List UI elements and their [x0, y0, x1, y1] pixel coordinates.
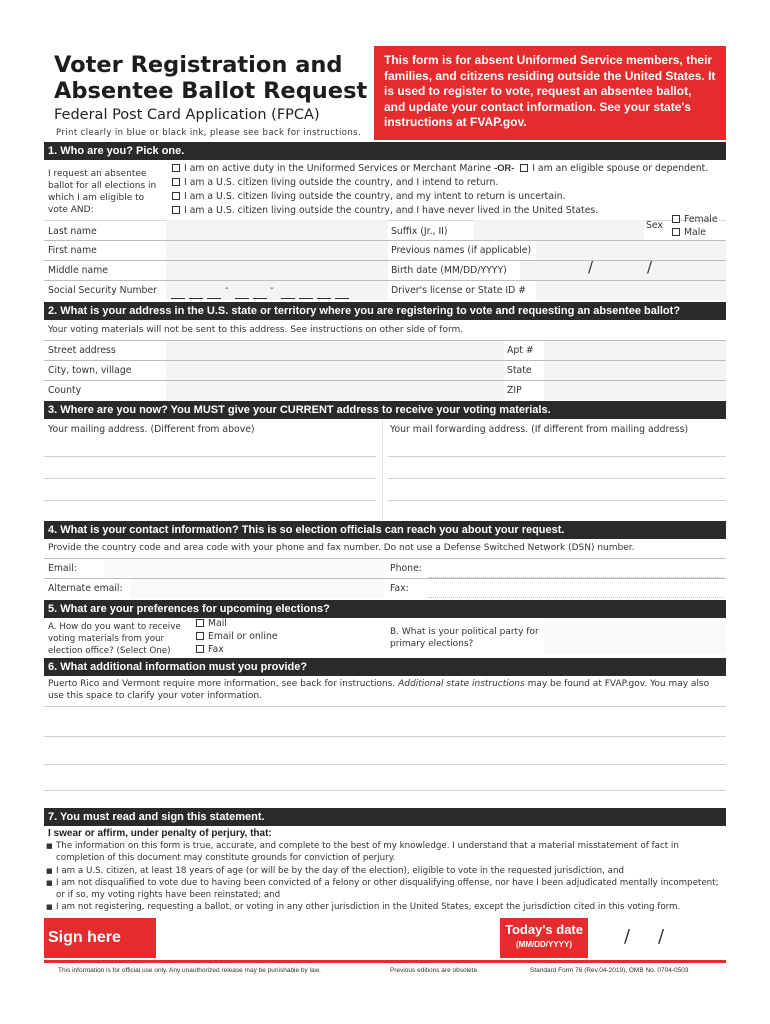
sign-x-mark: X: [130, 922, 148, 952]
suffix-field[interactable]: [474, 220, 644, 240]
apt-field[interactable]: [544, 341, 726, 360]
first-name-field[interactable]: [166, 241, 388, 260]
state-label: State: [507, 365, 532, 376]
sex-male[interactable]: Male: [672, 227, 706, 238]
zip-label: ZIP: [507, 385, 522, 396]
section-1-heading: 1. Who are you? Pick one.: [44, 142, 726, 160]
sign-here-label: Sign here: [44, 918, 156, 958]
alt-email-field[interactable]: [130, 579, 384, 598]
license-label: Driver's license or State ID #: [391, 285, 527, 296]
checkbox-fax[interactable]: [196, 645, 204, 653]
section-7-heading: 7. You must read and sign this statement.: [44, 808, 726, 826]
checkbox-active-duty[interactable]: [172, 164, 180, 172]
middle-name-field[interactable]: [166, 261, 388, 280]
swear-statement: I swear or affirm, under penalty of perjury, that:: [48, 828, 272, 839]
section-6-text: Puerto Rico and Vermont require more information, see back for instructions. Additional state instructions may be found at FVAP.gov. You may also use this space to clarify your voter information.: [48, 679, 710, 701]
zip-field[interactable]: [544, 381, 726, 400]
ssn-digit: [335, 298, 349, 299]
option-never-lived[interactable]: I am a U.S. citizen living outside the country, and I have never lived in the United States.: [172, 205, 598, 216]
birth-date-label: Birth date (MM/DD/YYYY): [391, 265, 507, 276]
ssn-digit: [299, 298, 313, 299]
street-label: Street address: [48, 345, 116, 356]
forwarding-line[interactable]: [388, 456, 726, 457]
sex-label: Sex: [646, 220, 663, 231]
birth-date-slash-1: /: [588, 258, 594, 276]
date-slash-1: /: [624, 926, 631, 947]
section-2-note: Your voting materials will not be sent to this address. See instructions on other side of form.: [48, 325, 464, 335]
oath-item: ■ I am not registering, requesting a ballot, or voting in any other jurisdiction in the United States, except the jurisdiction cited in this voting form.: [46, 901, 722, 913]
additional-info-line[interactable]: [44, 736, 726, 737]
phone-field[interactable]: [428, 568, 724, 578]
section-2-heading: 2. What is your address in the U.S. state or territory where you are registering to vote and requesting an absentee ballot?: [44, 302, 726, 320]
option-email[interactable]: Email or online: [196, 631, 278, 642]
city-label: City, town, village: [48, 365, 132, 376]
column-divider: [382, 420, 383, 520]
license-field[interactable]: [536, 281, 726, 300]
title-block: [54, 52, 374, 123]
birth-date-field[interactable]: [520, 261, 726, 280]
ssn-digit: [171, 298, 185, 299]
spouse-option-label: I am an eligible spouse or dependent.: [532, 163, 709, 174]
party-field[interactable]: [544, 618, 726, 654]
fax-field[interactable]: [428, 588, 724, 598]
signature-field[interactable]: [156, 918, 496, 958]
option-active-duty[interactable]: I am on active duty in the Uniformed Services or Merchant Marine -OR- I am an eligible spouse or dependent.: [172, 163, 708, 174]
official-use-note: This information is for official use only. Any unauthorized release may be punishable by law.: [58, 967, 321, 974]
suffix-label: Suffix (Jr., II): [391, 226, 448, 237]
form-number: Standard Form 76 (Rev.04-2019), OMB No. 0704-0503: [530, 967, 689, 974]
forwarding-line[interactable]: [388, 478, 726, 479]
checkbox-female[interactable]: [672, 215, 680, 223]
request-intro: I request an absentee ballot for all elections in which I am eligible to vote AND:: [48, 169, 157, 215]
checkbox-email[interactable]: [196, 632, 204, 640]
date-slash-2: /: [658, 926, 665, 947]
first-name-label: First name: [48, 245, 97, 256]
form-subtitle: Federal Post Card Application (FPCA): [54, 107, 320, 123]
additional-info-line[interactable]: [44, 790, 726, 791]
last-name-label: Last name: [48, 226, 97, 237]
middle-name-label: Middle name: [48, 265, 109, 276]
section-6-heading: 6. What additional information must you provide?: [44, 658, 726, 676]
option-mail[interactable]: Mail: [196, 618, 227, 629]
checkbox-male[interactable]: [672, 228, 680, 236]
option-fax[interactable]: Fax: [196, 644, 224, 655]
ssn-dash-1: -: [225, 283, 229, 294]
sex-female[interactable]: Female: [672, 214, 718, 225]
notice-box: This form is for absent Uniformed Service members, their families, and citizens residing outside the United States. It is used to register to vote, request an absentee ballot, and update your contact information. See your state's instructions at FVAP.gov.: [374, 46, 726, 140]
county-field[interactable]: [166, 381, 504, 400]
ssn-digit: [281, 298, 295, 299]
oath-item: ■ I am not disqualified to vote due to having been convicted of a felony or other disqualifying offense, nor have I been adjudicated mentally incompetent; or if so, my voting rights have been reinstated; and: [46, 877, 722, 902]
last-name-field[interactable]: [166, 220, 388, 240]
email-label: Email:: [48, 563, 77, 574]
question-a: A. How do you want to receive voting materials from your election office? (Select One): [48, 622, 181, 656]
print-note: Print clearly in blue or black ink, please see back for instructions.: [56, 128, 362, 138]
date-format-label: (MM/DD/YYYY): [516, 940, 572, 949]
signature-underline: [44, 960, 726, 963]
question-b: B. What is your political party for primary elections?: [390, 627, 539, 649]
previous-editions-note: Previous editions are obsolete.: [390, 967, 479, 974]
option-uncertain-return[interactable]: I am a U.S. citizen living outside the country, and my intent to return is uncertain.: [172, 191, 565, 202]
previous-names-label: Previous names (if applicable): [391, 245, 532, 256]
ssn-digit: [317, 298, 331, 299]
ssn-digit: [207, 298, 221, 299]
form-header: [44, 46, 726, 140]
state-field[interactable]: [544, 361, 726, 380]
checkbox-uncertain-return[interactable]: [172, 192, 180, 200]
todays-date-box: [500, 918, 588, 958]
ssn-label: Social Security Number: [48, 285, 157, 296]
mailing-line[interactable]: [44, 456, 376, 457]
previous-names-field[interactable]: [536, 241, 726, 260]
section-4-note: Provide the country code and area code with your phone and fax number. Do not use a Defense Switched Network (DSN) number.: [48, 543, 635, 553]
forwarding-address-label: Your mail forwarding address. (If different from mailing address): [390, 424, 689, 435]
ssn-dash-2: -: [270, 283, 274, 294]
email-field[interactable]: [104, 559, 384, 578]
phone-label: Phone:: [390, 563, 422, 574]
city-field[interactable]: [166, 361, 504, 380]
checkbox-never-lived[interactable]: [172, 206, 180, 214]
street-field[interactable]: [166, 341, 504, 360]
form-title: Voter Registration and Absentee Ballot Request: [54, 52, 368, 104]
or-label: -OR-: [494, 163, 515, 173]
todays-date-label: Today's date: [505, 922, 583, 937]
ssn-field[interactable]: [166, 281, 388, 300]
section-5-heading: 5. What are your preferences for upcoming elections?: [44, 600, 726, 618]
mailing-address-label: Your mailing address. (Different from above): [48, 424, 255, 435]
fax-label: Fax:: [390, 583, 409, 594]
oath-item: ■ I am a U.S. citizen, at least 18 years of age (or will be by the day of the election), eligible to vote in the requested jurisdiction, and: [46, 865, 722, 877]
ssn-digit: [189, 298, 203, 299]
forwarding-line[interactable]: [388, 500, 726, 501]
alt-email-label: Alternate email:: [48, 583, 123, 594]
section-4-heading: 4. What is your contact information? This is so election officials can reach you about your request.: [44, 521, 726, 539]
oath-list: [46, 840, 722, 914]
oath-item: ■ The information on this form is true, accurate, and complete to the best of my knowledge. I understand that a material misstatement of fact in completion of this document may constitute grounds for conviction of perjury.: [46, 840, 722, 865]
mailing-line[interactable]: [44, 500, 376, 501]
apt-label: Apt #: [507, 345, 534, 356]
birth-date-slash-2: /: [647, 258, 653, 276]
section-3-heading: 3. Where are you now? You MUST give your CURRENT address to receive your voting materials.: [44, 401, 726, 419]
checkbox-mail[interactable]: [196, 619, 204, 627]
additional-info-line[interactable]: [44, 706, 726, 707]
signature-row: [44, 918, 726, 958]
county-label: County: [48, 385, 82, 396]
checkbox-spouse[interactable]: [520, 164, 528, 172]
checkbox-intend-return[interactable]: [172, 178, 180, 186]
additional-info-line[interactable]: [44, 764, 726, 765]
option-intend-return[interactable]: I am a U.S. citizen living outside the country, and I intend to return.: [172, 177, 498, 188]
ssn-digit: [235, 298, 249, 299]
mailing-line[interactable]: [44, 478, 376, 479]
ssn-digit: [253, 298, 267, 299]
